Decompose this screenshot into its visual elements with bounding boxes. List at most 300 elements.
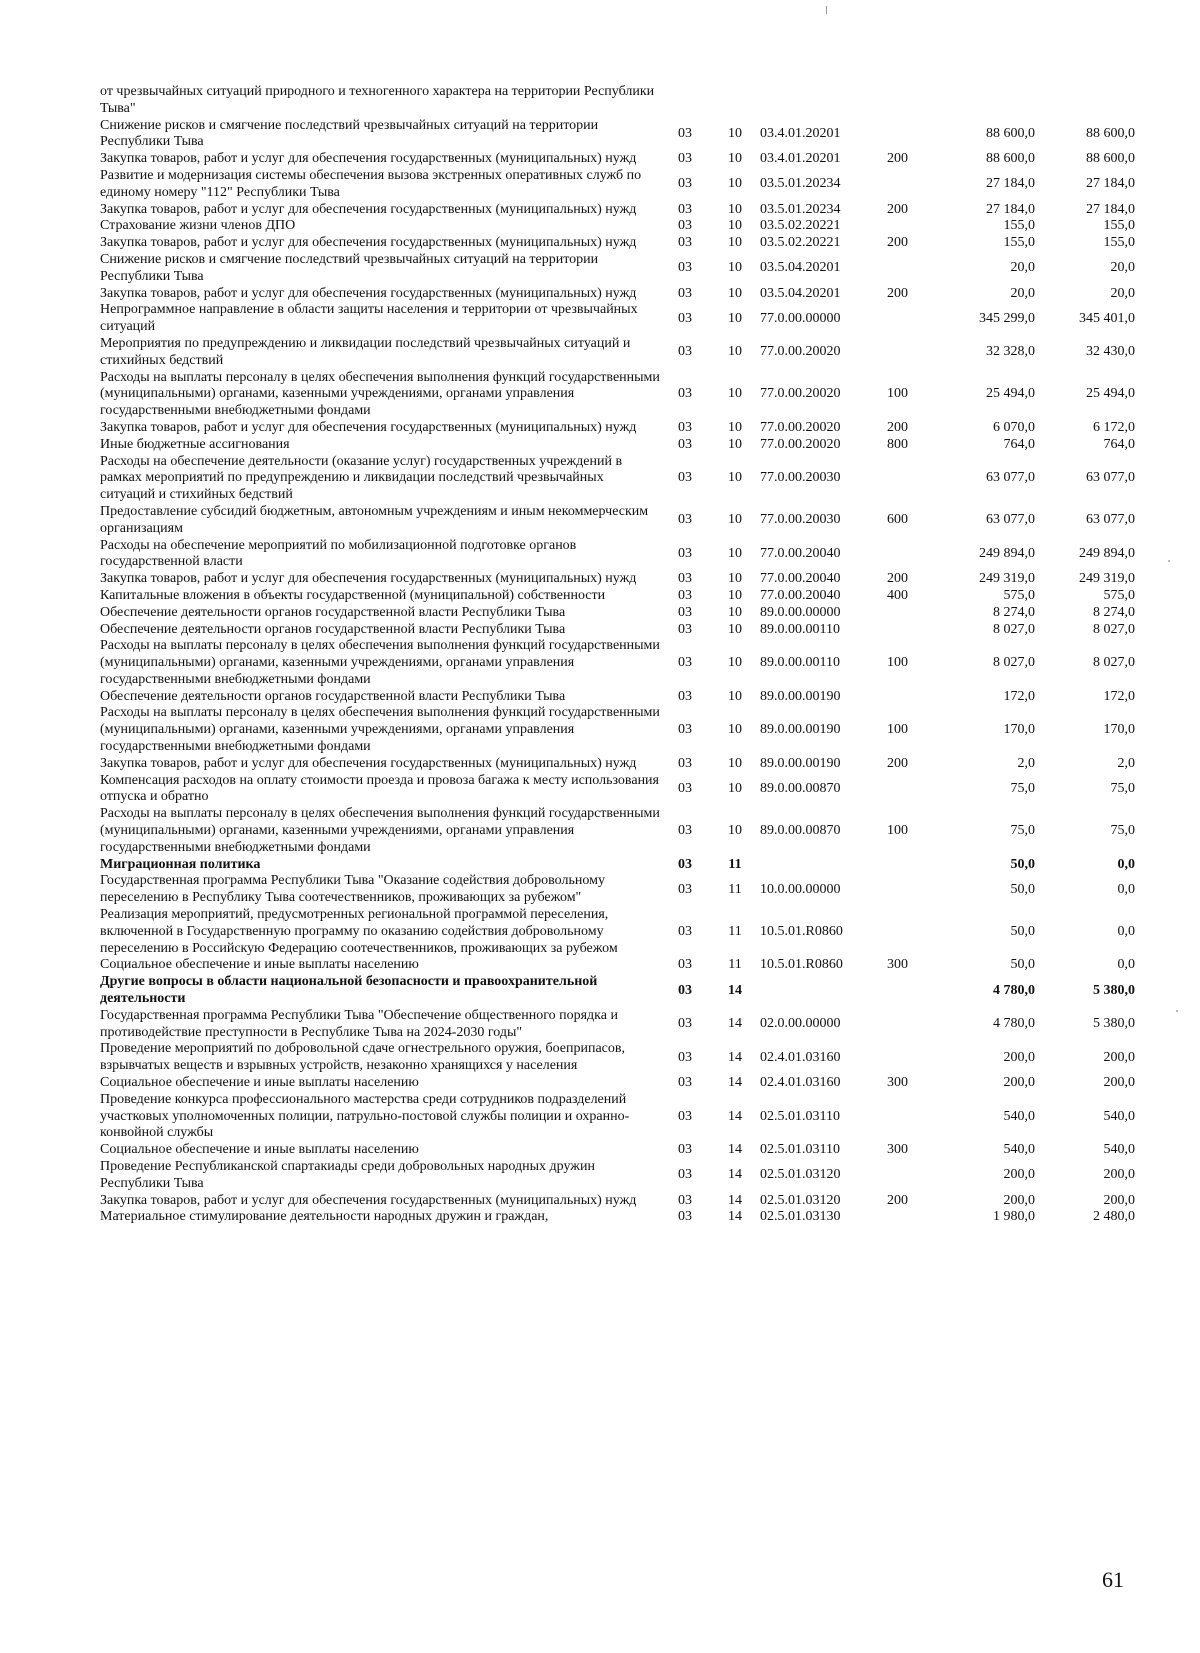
section-code: 03	[678, 1209, 692, 1225]
subsection-code: 10	[728, 688, 742, 704]
amount-year-1: 75,0	[1010, 781, 1035, 797]
subsection-code: 11	[728, 881, 742, 897]
target-article-code: 10.5.01.R0860	[760, 923, 843, 939]
subsection-code: 10	[728, 201, 742, 217]
expense-type-code	[887, 1008, 935, 1042]
subsection-code: 10	[728, 151, 742, 167]
subsection-code: 14	[728, 1192, 742, 1208]
amount-year-1: 32 328,0	[986, 344, 1035, 360]
section-code: 03	[678, 419, 692, 435]
table-row	[100, 605, 1135, 622]
target-article-code: 02.5.01.03130	[760, 1209, 841, 1225]
amount-year-1: 200,0	[1003, 1167, 1035, 1183]
expense-type-code	[887, 118, 935, 152]
item-name: Закупка товаров, работ и услуг для обеспечения государственных (муниципальных) нужд	[100, 571, 637, 587]
target-article-code: 89.0.00.00110	[760, 621, 840, 637]
item-name: Снижение рисков и смягчение последствий чрезвычайных ситуаций на территории Республики Тыва	[100, 251, 599, 284]
amount-year-2: 200,0	[1103, 1167, 1135, 1183]
amount-year-1: 75,0	[1010, 823, 1035, 839]
target-article-code: 77.0.00.20030	[760, 470, 841, 486]
amount-year-2: 8 027,0	[1093, 655, 1135, 671]
table-row	[100, 235, 1135, 252]
table-row	[100, 454, 1135, 504]
amount-year-2: 5 380,0	[1093, 982, 1135, 998]
expense-type-code: 800	[887, 436, 908, 452]
amount-year-2	[1035, 84, 1135, 118]
item-name: Компенсация расходов на оплату стоимости проезда и провоза багажа к месту использования отпуска и обратно	[100, 772, 659, 805]
amount-year-2: 0,0	[1117, 957, 1135, 973]
table-row	[100, 588, 1135, 605]
target-article-code: 03.5.01.20234	[760, 176, 841, 192]
table-row-section	[100, 974, 1135, 1008]
item-name: Мероприятия по предупреждению и ликвидации последствий чрезвычайных ситуаций и стихийных бедствий	[100, 335, 631, 368]
expense-type-code	[887, 974, 935, 1008]
item-name: Развитие и модернизация системы обеспечения вызова экстренных оперативных служб по единому номеру "112" Республики Тыва	[100, 167, 642, 200]
amount-year-2: 6 172,0	[1093, 419, 1135, 435]
amount-year-1: 200,0	[1003, 1192, 1035, 1208]
section-code: 03	[678, 604, 692, 620]
subsection-code: 10	[728, 470, 742, 486]
subsection-code: 10	[728, 386, 742, 402]
section-code: 03	[678, 982, 692, 998]
subsection-code: 10	[728, 755, 742, 771]
subsection-code: 10	[728, 436, 742, 452]
expense-type-code	[887, 873, 935, 907]
amount-year-1: 88 600,0	[986, 125, 1035, 141]
section-code: 03	[678, 621, 692, 637]
target-article-code: 89.0.00.00870	[760, 781, 841, 797]
subsection-code: 10	[728, 235, 742, 251]
section-code: 03	[678, 1075, 692, 1091]
section-code: 03	[678, 125, 692, 141]
expense-type-code: 200	[887, 419, 908, 435]
subsection-code: 10	[728, 604, 742, 620]
subsection-code: 14	[728, 982, 742, 998]
table-row	[100, 370, 1135, 420]
target-article-code: 89.0.00.00110	[760, 655, 840, 671]
table-row	[100, 806, 1135, 856]
amount-year-2: 200,0	[1103, 1192, 1135, 1208]
amount-year-2: 172,0	[1103, 688, 1135, 704]
budget-table-body	[100, 84, 1135, 1226]
table-row	[100, 168, 1135, 202]
amount-year-1: 20,0	[1010, 285, 1035, 301]
expense-type-code	[887, 1209, 935, 1226]
amount-year-2: 249 319,0	[1079, 571, 1135, 587]
item-name: Социальное обеспечение и иные выплаты населению	[100, 1075, 419, 1091]
amount-year-2: 63 077,0	[1086, 512, 1135, 528]
section-code: 03	[678, 755, 692, 771]
expense-type-code	[887, 1092, 935, 1142]
section-code: 03	[678, 176, 692, 192]
section-code: 03	[678, 587, 692, 603]
target-article-code: 03.4.01.20201	[760, 151, 841, 167]
amount-year-2: 540,0	[1103, 1108, 1135, 1124]
table-row	[100, 151, 1135, 168]
expense-type-code	[887, 302, 935, 336]
target-article-code: 89.0.00.00870	[760, 823, 841, 839]
subsection-code: 10	[728, 655, 742, 671]
amount-year-2: 2 480,0	[1093, 1209, 1135, 1225]
amount-year-2: 170,0	[1103, 722, 1135, 738]
subsection-code: 10	[728, 823, 742, 839]
amount-year-1: 249 319,0	[979, 571, 1035, 587]
section-code: 03	[678, 781, 692, 797]
subsection-code: 10	[728, 545, 742, 561]
item-name: Реализация мероприятий, предусмотренных региональной программой переселения, включенной в Государственную программу по оказанию содействия добровольному переселению в Российскую Федерацию соотечественников, проживающих за рубежом	[100, 907, 618, 956]
section-code: 03	[678, 1016, 692, 1032]
amount-year-2: 155,0	[1103, 218, 1135, 234]
target-article-code: 02.0.00.00000	[760, 1016, 841, 1032]
subsection-code: 10	[728, 621, 742, 637]
target-article-code	[760, 974, 887, 1008]
table-row	[100, 218, 1135, 235]
amount-year-2: 63 077,0	[1086, 470, 1135, 486]
item-name: Капитальные вложения в объекты государственной (муниципальной) собственности	[100, 587, 606, 603]
item-name: Социальное обеспечение и иные выплаты населению	[100, 1142, 419, 1158]
amount-year-2: 0,0	[1117, 923, 1135, 939]
table-row	[100, 907, 1135, 957]
subsection-code: 10	[728, 587, 742, 603]
table-row	[100, 1008, 1135, 1042]
section-code: 03	[678, 545, 692, 561]
item-name: Материальное стимулирование деятельности народных дружин и граждан,	[100, 1209, 549, 1225]
expense-type-code	[887, 218, 935, 235]
expense-type-code: 200	[887, 285, 908, 301]
amount-year-1: 8 027,0	[993, 621, 1035, 637]
item-name: Закупка товаров, работ и услуг для обеспечения государственных (муниципальных) нужд	[100, 1192, 637, 1208]
item-name: Миграционная политика	[100, 856, 261, 872]
expense-type-code	[887, 1159, 935, 1193]
table-row	[100, 873, 1135, 907]
expense-type-code	[887, 907, 935, 957]
target-article-code: 77.0.00.20040	[760, 571, 841, 587]
section-code: 03	[678, 260, 692, 276]
expense-type-code	[887, 336, 935, 370]
expense-type-code	[887, 538, 935, 572]
section-code	[660, 84, 710, 118]
expense-type-code: 100	[887, 722, 908, 738]
expense-type-code	[887, 252, 935, 286]
amount-year-1: 575,0	[1003, 587, 1035, 603]
expense-type-code	[887, 168, 935, 202]
amount-year-1: 27 184,0	[986, 201, 1035, 217]
expense-type-code	[887, 857, 935, 874]
target-article-code	[760, 857, 887, 874]
target-article-code: 89.0.00.00190	[760, 722, 841, 738]
subsection-code: 10	[728, 722, 742, 738]
item-name: Обеспечение деятельности органов государственной власти Республики Тыва	[100, 604, 566, 620]
table-row	[100, 538, 1135, 572]
target-article-code: 02.5.01.03110	[760, 1142, 840, 1158]
section-code: 03	[678, 722, 692, 738]
target-article-code: 77.0.00.20020	[760, 386, 841, 402]
expense-type-code: 300	[887, 1142, 908, 1158]
table-row	[100, 302, 1135, 336]
amount-year-2: 0,0	[1117, 856, 1135, 872]
table-row	[100, 420, 1135, 437]
item-name: Расходы на выплаты персоналу в целях обеспечения выполнения функций государственными (муниципальными) органами, казенными учреждениями, органами управления государственными внебюджетными фондами	[100, 638, 660, 687]
subsection-code: 14	[728, 1108, 742, 1124]
item-name: Государственная программа Республики Тыва "Оказание содействия добровольному переселению в Республику Тыва соотечественников, проживающих за рубежом"	[100, 873, 605, 906]
item-name: Обеспечение деятельности органов государственной власти Республики Тыва	[100, 688, 566, 704]
subsection-code: 10	[728, 285, 742, 301]
target-article-code: 77.0.00.20020	[760, 344, 841, 360]
amount-year-2: 20,0	[1110, 260, 1135, 276]
item-name: Закупка товаров, работ и услуг для обеспечения государственных (муниципальных) нужд	[100, 285, 637, 301]
amount-year-1: 25 494,0	[986, 386, 1035, 402]
table-row	[100, 118, 1135, 152]
subsection-code: 11	[728, 957, 742, 973]
table-row-section	[100, 857, 1135, 874]
table-row	[100, 1193, 1135, 1210]
expense-type-code: 200	[887, 571, 908, 587]
expense-type-code: 200	[887, 755, 908, 771]
table-row	[100, 336, 1135, 370]
amount-year-1: 764,0	[1003, 436, 1035, 452]
table-row	[100, 638, 1135, 688]
section-code: 03	[678, 470, 692, 486]
amount-year-2: 8 274,0	[1093, 604, 1135, 620]
section-code: 03	[678, 823, 692, 839]
table-row	[100, 622, 1135, 639]
item-name: Проведение конкурса профессионального мастерства среди сотрудников подразделений участковых уполномоченных полиции, патрульно-постовой службы полиции и охранно-конвойной службы	[100, 1091, 630, 1141]
section-code: 03	[678, 436, 692, 452]
table-row	[100, 1075, 1135, 1092]
amount-year-1: 88 600,0	[986, 151, 1035, 167]
amount-year-2: 345 401,0	[1079, 310, 1135, 326]
amount-year-1: 540,0	[1003, 1142, 1035, 1158]
item-name: Закупка товаров, работ и услуг для обеспечения государственных (муниципальных) нужд	[100, 235, 637, 251]
table-row	[100, 1142, 1135, 1159]
section-code: 03	[678, 344, 692, 360]
amount-year-2: 20,0	[1110, 285, 1135, 301]
target-article-code: 77.0.00.20030	[760, 512, 841, 528]
section-code: 03	[678, 1049, 692, 1065]
target-article-code: 89.0.00.00190	[760, 688, 841, 704]
section-code: 03	[678, 1108, 692, 1124]
item-name: Закупка товаров, работ и услуг для обеспечения государственных (муниципальных) нужд	[100, 151, 637, 167]
subsection-code: 10	[728, 781, 742, 797]
item-name: Расходы на обеспечение деятельности (оказание услуг) государственных учреждений в рамках мероприятий по предупреждению и ликвидации последствий чрезвычайных ситуаций и стихийных бедствий	[100, 453, 623, 503]
amount-year-1: 249 894,0	[979, 545, 1035, 561]
item-name: Снижение рисков и смягчение последствий чрезвычайных ситуаций на территории Республики Тыва	[100, 117, 599, 150]
table-row	[100, 1159, 1135, 1193]
subsection-code: 10	[728, 125, 742, 141]
amount-year-2: 32 430,0	[1086, 344, 1135, 360]
amount-year-1: 200,0	[1003, 1075, 1035, 1091]
section-code: 03	[678, 1142, 692, 1158]
section-code: 03	[678, 1167, 692, 1183]
section-code: 03	[678, 655, 692, 671]
amount-year-1: 4 780,0	[993, 1016, 1035, 1032]
expense-type-code	[887, 1041, 935, 1075]
target-article-code: 03.4.01.20201	[760, 125, 841, 141]
table-row	[100, 286, 1135, 303]
amount-year-2: 200,0	[1103, 1075, 1135, 1091]
amount-year-1: 155,0	[1003, 235, 1035, 251]
expense-type-code: 600	[887, 512, 908, 528]
item-name: Обеспечение деятельности органов государственной власти Республики Тыва	[100, 621, 566, 637]
item-name: Расходы на обеспечение мероприятий по мобилизационной подготовке органов государственной власти	[100, 537, 577, 570]
section-code: 03	[678, 201, 692, 217]
target-article-code: 77.0.00.20020	[760, 419, 841, 435]
scan-artifact	[1168, 560, 1170, 562]
amount-year-1: 170,0	[1003, 722, 1035, 738]
section-code: 03	[678, 235, 692, 251]
amount-year-1: 63 077,0	[986, 470, 1035, 486]
table-row	[100, 84, 1135, 118]
amount-year-1: 1 980,0	[993, 1209, 1035, 1225]
table-row	[100, 1041, 1135, 1075]
table-row	[100, 689, 1135, 706]
amount-year-1: 50,0	[1010, 923, 1035, 939]
target-article-code: 02.4.01.03160	[760, 1075, 841, 1091]
table-row	[100, 756, 1135, 773]
subsection-code: 10	[728, 310, 742, 326]
amount-year-2: 75,0	[1110, 781, 1135, 797]
subsection-code	[710, 84, 760, 118]
expense-type-code: 200	[887, 201, 908, 217]
section-code: 03	[678, 571, 692, 587]
amount-year-1: 6 070,0	[993, 419, 1035, 435]
expense-type-code: 300	[887, 1075, 908, 1091]
expense-type-code	[887, 622, 935, 639]
target-article-code: 77.0.00.20040	[760, 587, 841, 603]
amount-year-1: 172,0	[1003, 688, 1035, 704]
expense-type-code	[887, 773, 935, 807]
table-row	[100, 705, 1135, 755]
item-name: Закупка товаров, работ и услуг для обеспечения государственных (муниципальных) нужд	[100, 201, 637, 217]
section-code: 03	[678, 386, 692, 402]
amount-year-1: 4 780,0	[993, 982, 1035, 998]
section-code: 03	[678, 957, 692, 973]
amount-year-1: 8 274,0	[993, 604, 1035, 620]
subsection-code: 14	[728, 1209, 742, 1225]
page-number: 61	[1102, 1567, 1124, 1592]
target-article-code: 03.5.04.20201	[760, 285, 841, 301]
amount-year-2: 764,0	[1103, 436, 1135, 452]
budget-table	[100, 84, 1135, 1226]
section-code: 03	[678, 688, 692, 704]
amount-year-2: 25 494,0	[1086, 386, 1135, 402]
subsection-code: 11	[728, 923, 742, 939]
item-name: Иные бюджетные ассигнования	[100, 436, 290, 452]
table-row	[100, 1092, 1135, 1142]
table-row	[100, 202, 1135, 219]
target-article-code: 03.5.02.20221	[760, 235, 841, 251]
item-name: Государственная программа Республики Тыва "Обеспечение общественного порядка и противодействие преступности в Республике Тыва на 2024-2030 годы"	[100, 1007, 618, 1040]
item-name: Предоставление субсидий бюджетным, автономным учреждениям и иным некоммерческим организациям	[100, 503, 649, 536]
target-article-code: 77.0.00.00000	[760, 310, 841, 326]
amount-year-1: 2,0	[1017, 755, 1035, 771]
amount-year-1: 63 077,0	[986, 512, 1035, 528]
expense-type-code: 100	[887, 823, 908, 839]
expense-type-code	[887, 84, 935, 118]
item-name: Расходы на выплаты персоналу в целях обеспечения выполнения функций государственными (муниципальными) органами, казенными учреждениями, органами управления государственными внебюджетными фондами	[100, 806, 660, 855]
target-article-code: 03.5.01.20234	[760, 201, 841, 217]
target-article-code: 10.5.01.R0860	[760, 957, 843, 973]
amount-year-2: 575,0	[1103, 587, 1135, 603]
amount-year-1: 50,0	[1010, 957, 1035, 973]
section-code: 03	[678, 285, 692, 301]
target-article-code	[760, 84, 887, 118]
amount-year-2: 249 894,0	[1079, 545, 1135, 561]
expense-type-code: 100	[887, 655, 908, 671]
amount-year-2: 540,0	[1103, 1142, 1135, 1158]
item-name: Социальное обеспечение и иные выплаты населению	[100, 957, 419, 973]
expense-type-code: 200	[887, 1192, 908, 1208]
target-article-code: 89.0.00.00190	[760, 755, 841, 771]
amount-year-2: 8 027,0	[1093, 621, 1135, 637]
expense-type-code	[887, 454, 935, 504]
table-row	[100, 957, 1135, 974]
target-article-code: 02.5.01.03120	[760, 1167, 841, 1183]
scan-artifact	[826, 6, 827, 14]
target-article-code: 02.5.01.03110	[760, 1108, 840, 1124]
amount-year-1: 8 027,0	[993, 655, 1035, 671]
target-article-code: 10.0.00.00000	[760, 881, 841, 897]
item-name: от чрезвычайных ситуаций природного и техногенного характера на территории Республики Тыва"	[100, 84, 655, 116]
amount-year-2: 88 600,0	[1086, 151, 1135, 167]
target-article-code: 77.0.00.20040	[760, 545, 841, 561]
item-name: Проведение Республиканской спартакиады среди добровольных народных дружин Республики Тыва	[100, 1159, 595, 1191]
amount-year-1: 50,0	[1010, 856, 1035, 872]
amount-year-2: 5 380,0	[1093, 1016, 1135, 1032]
amount-year-1: 540,0	[1003, 1108, 1035, 1124]
expense-type-code	[887, 605, 935, 622]
amount-year-1: 27 184,0	[986, 176, 1035, 192]
subsection-code: 10	[728, 218, 742, 234]
section-code: 03	[678, 923, 692, 939]
item-name: Расходы на выплаты персоналу в целях обеспечения выполнения функций государственными (муниципальными) органами, казенными учреждениями, органами управления государственными внебюджетными фондами	[100, 705, 660, 755]
item-name: Страхование жизни членов ДПО	[100, 218, 296, 234]
amount-year-2: 27 184,0	[1086, 201, 1135, 217]
amount-year-1: 155,0	[1003, 218, 1035, 234]
amount-year-2: 27 184,0	[1086, 176, 1135, 192]
table-row	[100, 1209, 1135, 1226]
section-code: 03	[678, 310, 692, 326]
amount-year-1: 50,0	[1010, 881, 1035, 897]
target-article-code: 03.5.04.20201	[760, 260, 841, 276]
amount-year-1: 345 299,0	[979, 310, 1035, 326]
amount-year-1: 20,0	[1010, 260, 1035, 276]
item-name: Другие вопросы в области национальной безопасности и правоохранительной деятельности	[100, 974, 598, 1007]
amount-year-1	[935, 84, 1035, 118]
item-name: Закупка товаров, работ и услуг для обеспечения государственных (муниципальных) нужд	[100, 755, 637, 771]
section-code: 03	[678, 1192, 692, 1208]
table-row	[100, 571, 1135, 588]
expense-type-code: 200	[887, 235, 908, 251]
subsection-code: 14	[728, 1167, 742, 1183]
subsection-code: 10	[728, 512, 742, 528]
table-row	[100, 504, 1135, 538]
expense-type-code	[887, 689, 935, 706]
amount-year-2: 2,0	[1117, 755, 1135, 771]
amount-year-2: 75,0	[1110, 823, 1135, 839]
expense-type-code: 200	[887, 151, 908, 167]
item-name: Проведение мероприятий по добровольной сдаче огнестрельного оружия, боеприпасов, взрывчатых веществ и взрывных устройств, незаконно хранящихся у населения	[100, 1041, 625, 1074]
target-article-code: 03.5.02.20221	[760, 218, 841, 234]
subsection-code: 14	[728, 1016, 742, 1032]
section-code: 03	[678, 881, 692, 897]
expense-type-code: 300	[887, 957, 908, 973]
table-row	[100, 252, 1135, 286]
table-row	[100, 437, 1135, 454]
target-article-code: 02.5.01.03120	[760, 1192, 841, 1208]
amount-year-2: 200,0	[1103, 1049, 1135, 1065]
amount-year-1: 200,0	[1003, 1049, 1035, 1065]
